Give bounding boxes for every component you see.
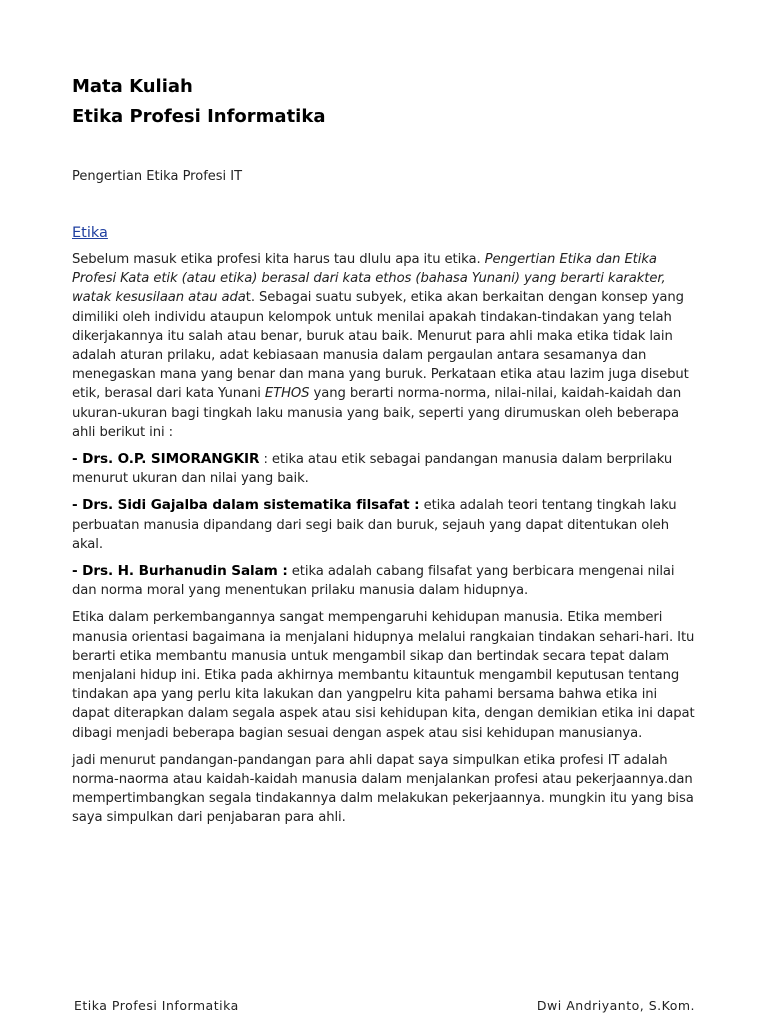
definition-text: : etika atau etik sebagai pandangan manusia dalam berprilaku menurut ukuran dan nilai yang baik. <box>72 452 673 487</box>
footer-author: Dwi Andriyanto, S.Kom. <box>536 998 695 1013</box>
definition-text: etika adalah cabang filsafat yang berbicara mengenai nilai dan norma moral yang menentukan prilaku manusia dalam hidupnya. <box>72 564 675 599</box>
document-page <box>72 72 698 828</box>
title-line-1: Mata Kuliah <box>72 76 193 97</box>
definition-salam <box>72 562 698 600</box>
title-line-2: Etika Profesi Informatika <box>72 106 326 127</box>
conclusion-paragraph: jadi menurut pandangan-pandangan para ahli dapat saya simpulkan etika profesi IT adalah norma-naorma atau kaidah-kaidah manusia dalam menjalankan profesi atau pekerjaannya.dan mempertimbangkan segala tindakannya dalm melakukan pekerjaannya. mungkin itu yang bisa saya simpulkan dari penjabaran para ahli. <box>72 752 694 826</box>
intro-text-2: t. Sebagai suatu subyek, etika akan berkaitan dengan konsep yang dimiliki oleh individu ataupun kelompok untuk menilai apakah tindakan-tindakan yang telah dikerjakannya itu salah atau benar, buruk atau baik. Menurut para ahli maka etika tidak lain adalah aturan prilaku, adat kebiasaan manusia dalam pergaulan antara sesamanya dan menegaskan mana yang benar dan mana yang buruk. Perkataan etika atau lazim juga disebut etik, berasal dari kata Yunani <box>72 290 689 402</box>
development-paragraph: Etika dalam perkembangannya sangat mempengaruhi kehidupan manusia. Etika memberi manusia orientasi bagaimana ia menjalani hidupnya melalui rangkaian tindakan sehari-hari. Itu berarti etika membantu manusia untuk mengambil sikap dan bertindak secara tepat dalam menjalani hidup ini. Etika pada akhirnya membantu kitauntuk mengambil keputusan tentang tindakan apa yang perlu kita lakukan dan yangpelru kita pahami bersama bahwa etika ini dapat diterapkan dalam segala aspek atau sisi kehidupan kita, dengan demikian etika ini dapat dibagi menjadi beberapa bagian sesuai dengan aspek atau sisi kehidupan manusianya. <box>72 610 695 741</box>
definition-author: - Drs. Sidi Gajalba dalam sistematika filsafat : <box>72 497 420 514</box>
intro-text-3: yang berarti norma-norma, nilai-nilai, kaidah-kaidah dan ukuran-ukuran bagi tingkah laku manusia yang baik, seperti yang dirumuskan oleh beberapa ahli berikut ini : <box>72 386 682 440</box>
definition-author: - Drs. H. Burhanudin Salam : <box>72 563 288 580</box>
definition-simorangkir <box>72 450 698 488</box>
course-title <box>72 72 698 132</box>
footer-course-name: Etika Profesi Informatika <box>74 998 239 1013</box>
intro-italic-definition: Pengertian Etika dan Etika Profesi Kata etik (atau etika) berasal dari kata ethos (bahasa Yunani) yang berarti karakter, watak kesusilaan atau ada <box>72 252 666 306</box>
intro-paragraph <box>72 250 698 442</box>
etika-section-link[interactable]: Etika <box>72 225 108 241</box>
definition-text: etika adalah teori tentang tingkah laku perbuatan manusia dipandang dari segi baik dan buruk, sejauh yang dapat ditentukan oleh akal. <box>72 498 677 552</box>
intro-italic-ethos: ETHOS <box>264 386 310 402</box>
subtitle: Pengertian Etika Profesi IT <box>72 169 243 184</box>
definition-gajalba <box>72 496 698 554</box>
definition-author: - Drs. O.P. SIMORANGKIR <box>72 451 260 468</box>
intro-text-1: Sebelum masuk etika profesi kita harus tau dlulu apa itu etika. <box>72 252 485 267</box>
